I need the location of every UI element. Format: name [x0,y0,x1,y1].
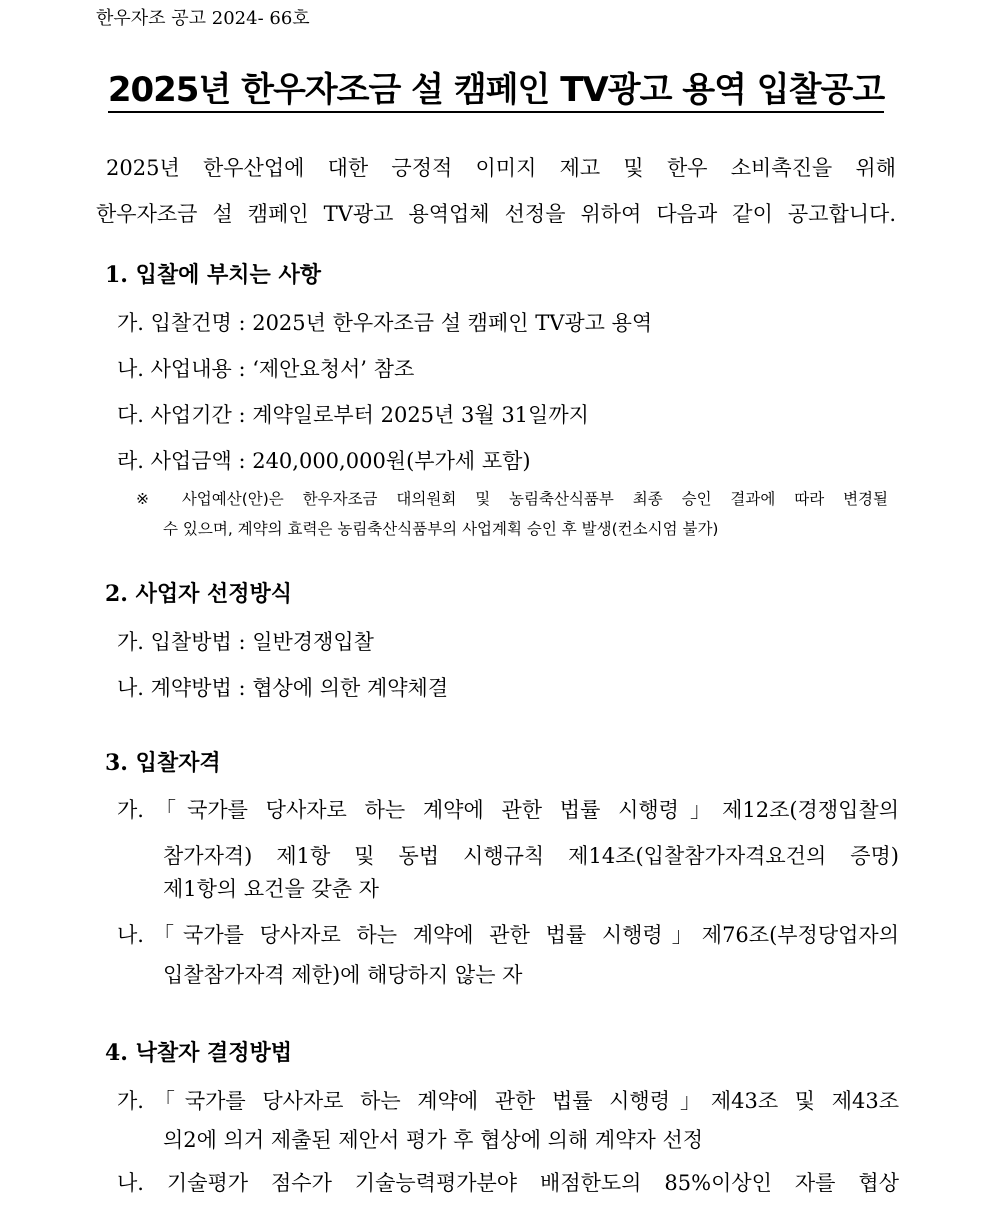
section-1-note [136,484,888,544]
section-4-item-b-line-1: 나. 기술평가 점수가 기술능력평가분야 배점한도의 85%이상인 자를 협상 [117,1171,899,1195]
section-2-item-b: 나. 계약방법 : 협상에 의한 계약체결 [117,676,449,700]
section-4-heading: 4. 낙찰자 결정방법 [105,1040,293,1066]
section-1-item-a: 가. 입찰건명 : 2025년 한우자조금 설 캠페인 TV광고 용역 [117,311,653,335]
intro-line-1: 2025년 한우산업에 대한 긍정적 이미지 제고 및 한우 소비촉진을 위해 [106,156,896,180]
section-2-heading: 2. 사업자 선정방식 [105,581,293,607]
note-line-1: ※ 사업예산(안)은 한우자조금 대의원회 및 농림축산식품부 최종 승인 결과에 따라 변경될 [136,490,888,508]
section-3-item-b-line-2: 입찰참가자격 제한)에 해당하지 않는 자 [163,963,523,987]
page-title-text: 2025년 한우자조금 설 캠페인 TV광고 용역 입찰공고 [108,70,884,113]
section-1-heading: 1. 입찰에 부치는 사항 [105,262,321,288]
section-3-item-a-line-1: 가.「국가를 당사자로 하는 계약에 관한 법률 시행령」제12조(경쟁입찰의 [117,798,899,822]
section-3-item-b-line-1: 나.「국가를 당사자로 하는 계약에 관한 법률 시행령」제76조(부정당업자의 [117,923,899,947]
document-number: 한우자조 공고 2024- 66호 [96,8,310,29]
section-1-item-c: 다. 사업기간 : 계약일로부터 2025년 3월 31일까지 [117,403,589,427]
intro-line-2: 한우자조금 설 캠페인 TV광고 용역업체 선정을 위하여 다음과 같이 공고합니다. [96,202,896,226]
section-3-item-a-line-2: 참가자격) 제1항 및 동법 시행규칙 제14조(입찰참가자격요건의 증명) [163,844,899,868]
section-1-item-d: 라. 사업금액 : 240,000,000원(부가세 포함) [117,449,531,473]
section-1-item-b: 나. 사업내용 : ‘제안요청서’ 참조 [117,357,415,381]
section-3-item-a-line-3: 제1항의 요건을 갖춘 자 [163,877,379,901]
section-4-item-a-line-1: 가.「국가를 당사자로 하는 계약에 관한 법률 시행령」제43조 및 제43조 [117,1089,899,1113]
section-2-item-a: 가. 입찰방법 : 일반경쟁입찰 [117,630,374,654]
page-title [0,62,992,111]
note-line-2: 수 있으며, 계약의 효력은 농림축산식품부의 사업계획 승인 후 발생(컨소시엄 불가) [163,520,719,538]
intro-paragraph [96,145,896,237]
section-4-item-a-line-2: 의2에 의거 제출된 제안서 평가 후 협상에 의해 계약자 선정 [163,1128,704,1152]
section-3-heading: 3. 입찰자격 [105,750,221,776]
